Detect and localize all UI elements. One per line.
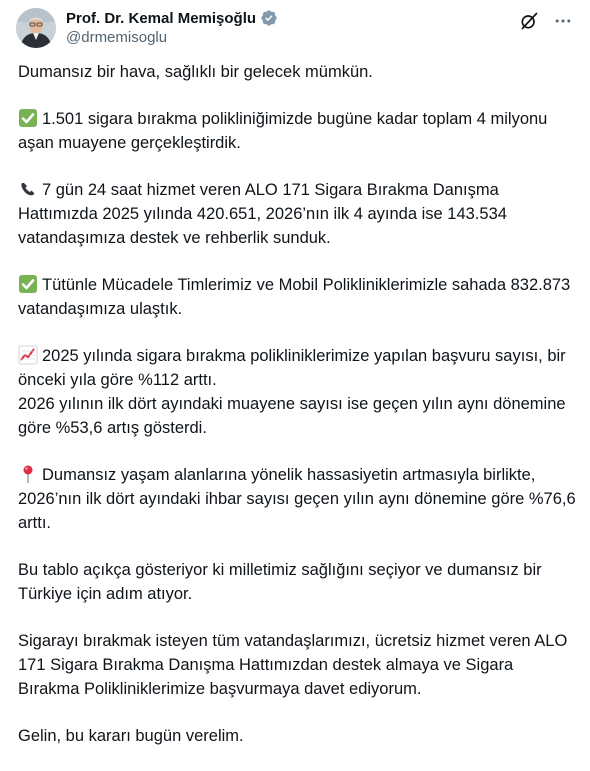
tweet-paragraph [18,273,578,321]
author-display-name[interactable]: Prof. Dr. Kemal Memişoğlu [66,9,257,27]
verified-badge-icon[interactable] [260,9,278,27]
check-mark-icon [18,274,38,294]
tweet-top-actions [518,10,574,32]
chart-increasing-icon [18,345,38,365]
tweet-paragraph [18,463,581,535]
tweet-paragraph [18,178,578,250]
tweet-text [18,60,581,771]
round-pushpin-icon [18,464,38,484]
author-names [66,8,278,46]
grok-button[interactable] [518,10,540,32]
tweet-paragraph [18,629,578,701]
check-mark-icon [18,108,38,128]
grok-icon [519,11,539,31]
author-handle[interactable]: @drmemisoglu [66,29,168,46]
tweet-paragraph [18,60,578,84]
tweet-paragraph-text: Dumansız bir hava, sağlıklı bir gelecek mümkün. [18,63,373,81]
avatar[interactable] [16,8,56,48]
tweet-paragraph [18,344,578,440]
tweet-paragraph-text: Gelin, bu kararı bugün verelim. [18,727,244,745]
tweet-header [16,8,574,52]
more-options-button[interactable] [552,10,574,32]
avatar-image [16,8,56,48]
tweet-paragraph-text: 1.501 sigara bırakma polikliniğimizde bugüne kadar toplam 4 milyonu aşan muayene gerçekleştirdik. [18,110,552,152]
tweet-paragraph [18,107,578,155]
tweet-paragraph-text: Tütünle Mücadele Timlerimiz ve Mobil Polikliniklerimizle sahada 832.873 vatandaşımıza ulaştık. [18,276,575,318]
tweet-paragraph-text: Dumansız yaşam alanlarına yönelik hassasiyetin artmasıyla birlikte, 2026’nın ilk dört ayındaki ihbar sayısı geçen yılın aynı dönemine göre %76,6 arttı. [18,466,581,532]
tweet-paragraph [18,558,578,606]
telephone-icon [18,179,38,199]
more-icon [553,11,573,31]
tweet-paragraph-text: 7 gün 24 saat hizmet veren ALO 171 Sigara Bırakma Danışma Hattımızda 2025 yılında 420.651, 2026’nın ilk 4 ayında ise 143.534 vatandaşımıza destek ve rehberlik sunduk. [18,181,512,247]
tweet-paragraph-text: Sigarayı bırakmak isteyen tüm vatandaşlarımızı, ücretsiz hizmet veren ALO 171 Sigara Bırakma Danışma Hattımızdan destek almaya ve Sigara Bırakma Polikliniklerimize başvurmaya davet ediyorum. [18,632,572,698]
tweet-paragraph-text: 2025 yılında sigara bırakma polikliniklerimize yapılan başvuru sayısı, bir önceki yıla göre %112 arttı. 2026 yılının ilk dört ayındaki muayene sayısı ise geçen yılın aynı dönemine göre %53,6 artış gösterdi. [18,347,566,437]
tweet-paragraph [18,724,578,748]
tweet-paragraph-text: Bu tablo açıkça gösteriyor ki milletimiz sağlığını seçiyor ve dumansız bir Türkiye için adım atıyor. [18,561,546,603]
